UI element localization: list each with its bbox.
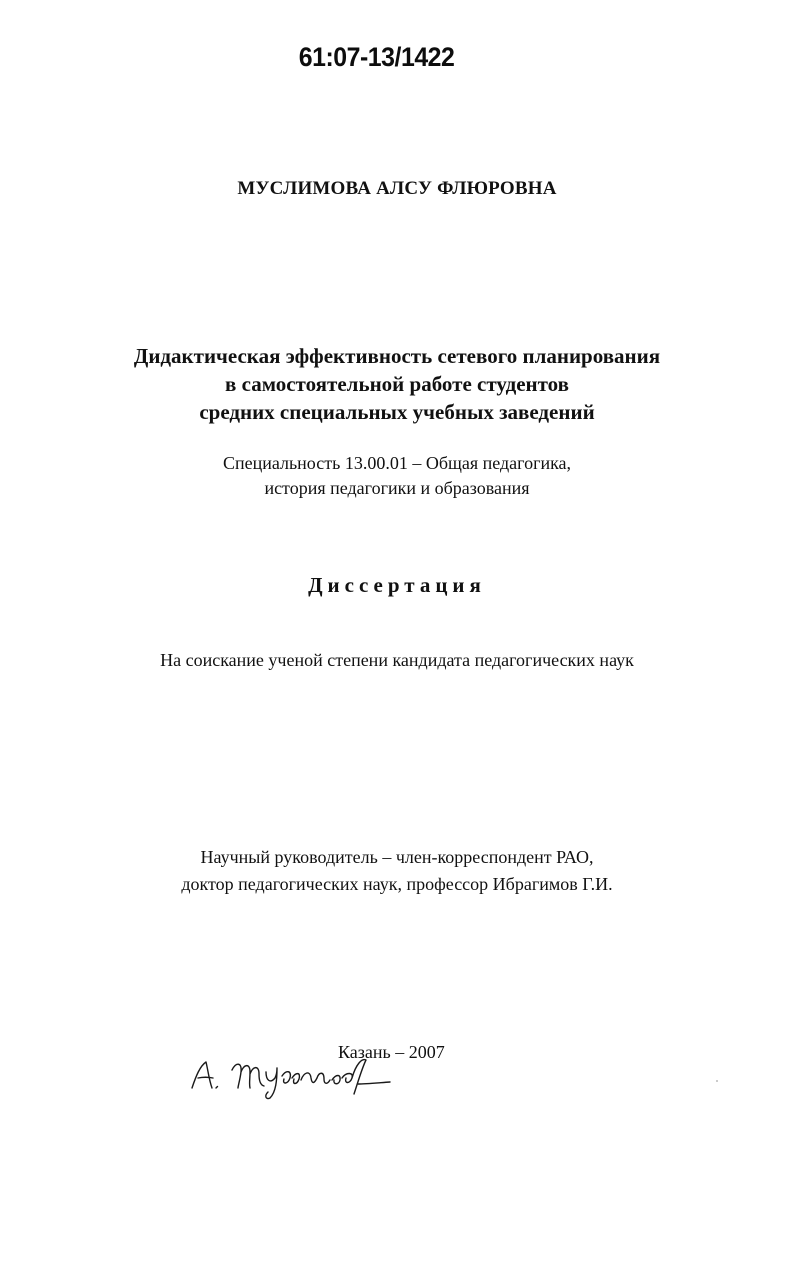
supervisor-line: доктор педагогических наук, профессор Ибрагимов Г.И. [181,874,613,894]
place-and-year: Казань – 2007 [338,1042,445,1062]
author-name: МУСЛИМОВА АЛСУ ФЛЮРОВНА [237,178,557,199]
dissertation-title [0,342,794,426]
scan-speck [716,1080,718,1082]
title-line: Дидактическая эффективность сетевого планирования [133,344,661,368]
title-line: средних специальных учебных заведений [199,400,595,424]
degree-statement: На соискание ученой степени кандидата педагогических наук [160,650,634,670]
speciality-line: Специальность 13.00.01 – Общая педагогика, [222,453,572,473]
supervisor [0,844,794,898]
document-type: Диссертация [308,573,486,597]
speciality-line: история педагогики и образования [264,478,530,498]
speciality [0,451,794,501]
archive-stamp-number: 61:07-13/1422 [299,42,455,72]
title-line: в самостоятельной работе студентов [225,372,569,396]
supervisor-line: Научный руководитель – член-корреспондент РАО, [200,847,594,867]
